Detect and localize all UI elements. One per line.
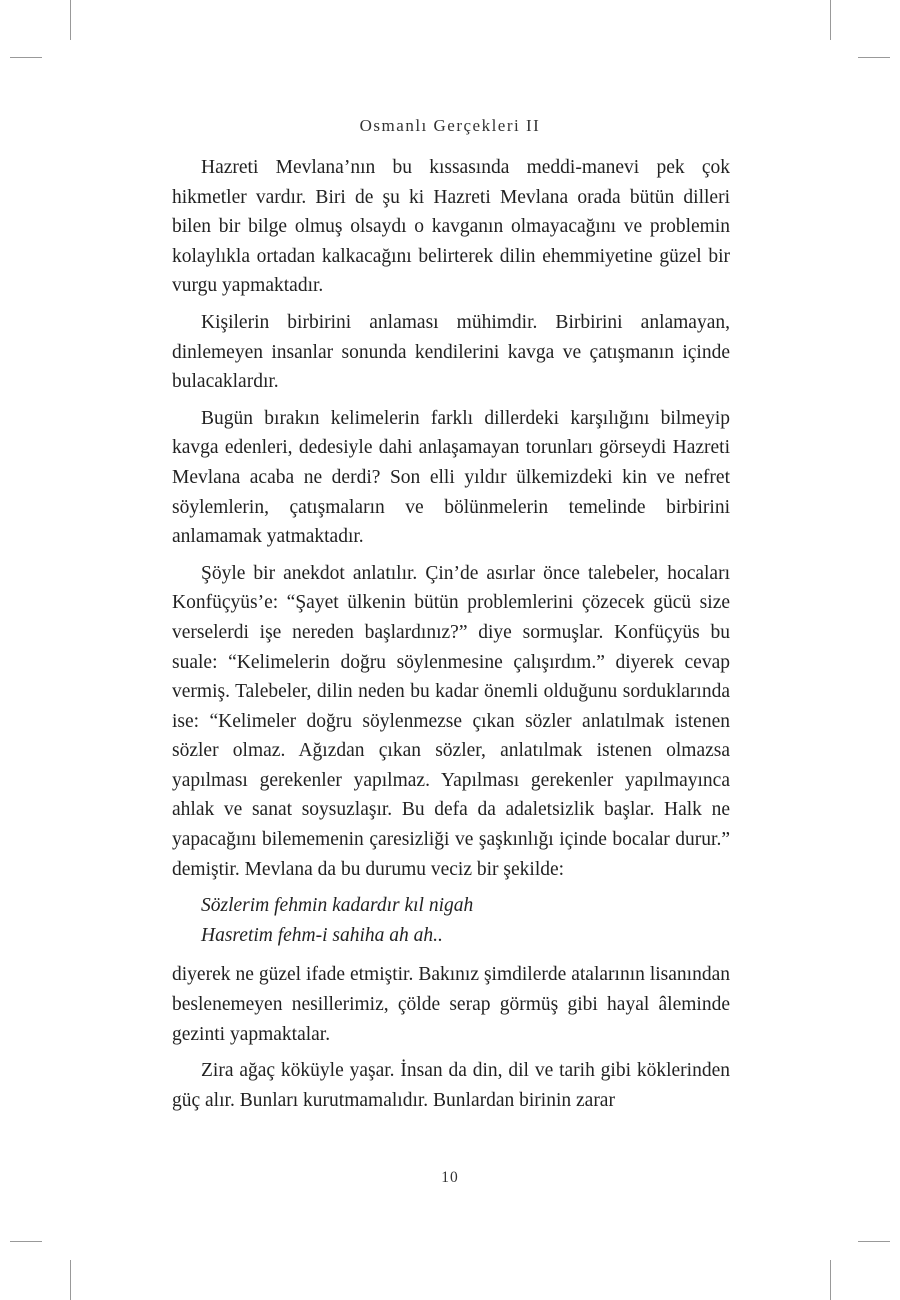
paragraph: Kişilerin birbirini anlaması mühimdir. Birbirini anlamayan, dinlemeyen insanlar sonunda kendilerini kavga ve çatışmanın içinde bulacaklardır. xyxy=(172,311,730,393)
crop-mark-right-lower xyxy=(858,1241,890,1242)
paragraph: Şöyle bir anekdot anlatılır. Çin’de asırlar önce talebeler, hocaları Konfüçyüs’e: “Şayet ülkenin bütün problemlerini çözecek gücü size verselerdi işe nereden başlardınız?” diye sormuşlar. Konfüçyüs bu suale: “Kelimelerin doğru söylenmesine çalışırdım.” diyerek cevap vermiş. Talebeler, dilin neden bu kadar önemli olduğunu sorduklarında ise: “Kelimeler doğru söylenmezse çıkan sözler anlatılmak istenen sözler olmaz. Ağızdan çıkan sözler, anlatılmak istenen olmazsa yapılması gerekenler yapılmaz. Yapılması gerekenler yapılmayınca ahlak ve sanat soysuzlaşır. Bu defa da adaletsizlik başlar. Halk ne yapacağını bilememenin çaresizliği ve şaşkınlığı içinde bocalar durur.” demiştir. Mevlana da bu durumu veciz bir şekilde: xyxy=(172,562,730,880)
paragraph: Zira ağaç köküyle yaşar. İnsan da din, dil ve tarih gibi köklerinden güç alır. Bunları kurutmamalıdır. Bunlardan birinin zarar xyxy=(172,1060,730,1111)
crop-mark-left-upper xyxy=(10,57,42,58)
crop-mark-top-right xyxy=(830,0,831,40)
running-head: Osmanlı Gerçekleri II xyxy=(359,116,541,135)
crop-mark-left-lower xyxy=(10,1241,42,1242)
crop-mark-bottom-left xyxy=(70,1260,71,1300)
body-text xyxy=(172,153,730,1122)
crop-mark-right-upper xyxy=(858,57,890,58)
paragraph: Hazreti Mevlana’nın bu kıssasında meddi-manevi pek çok hikmetler vardır. Biri de şu ki Hazreti Mevlana orada bütün dilleri bilen bir bilge olmuş olsaydı o kavganın olmayacağını ve problemin kolaylıkla ortadan kalkacağını belirterek dilin ehemmiyetine güzel bir vurgu yapmaktadır. xyxy=(172,157,730,297)
crop-mark-top-left xyxy=(70,0,71,40)
page-number: 10 xyxy=(441,1169,459,1186)
crop-mark-bottom-right xyxy=(830,1260,831,1300)
paragraph: Bugün bırakın kelimelerin farklı dillerdeki karşılığını bilmeyip kavga edenleri, dedesiyle dahi anlaşamayan torunları görseydi Hazreti Mevlana acaba ne derdi? Son elli yıldır ülkemizdeki kin ve nefret söylemlerin, çatışmaların ve bölünmelerin temelinde birbirini anlamamak yatmaktadır. xyxy=(172,407,730,548)
verse-quote xyxy=(201,891,730,950)
verse-line: Sözlerim fehmin kadardır kıl nigah xyxy=(201,895,474,917)
continuation-paragraph: diyerek ne güzel ifade etmiştir. Bakınız şimdilerde atalarının lisanından beslenemeyen nesillerimiz, çölde serap görmüş gibi hayal âleminde gezinti yapmaktalar. xyxy=(172,964,730,1045)
verse-line: Hasretim fehm-i sahiha ah ah.. xyxy=(201,924,443,946)
